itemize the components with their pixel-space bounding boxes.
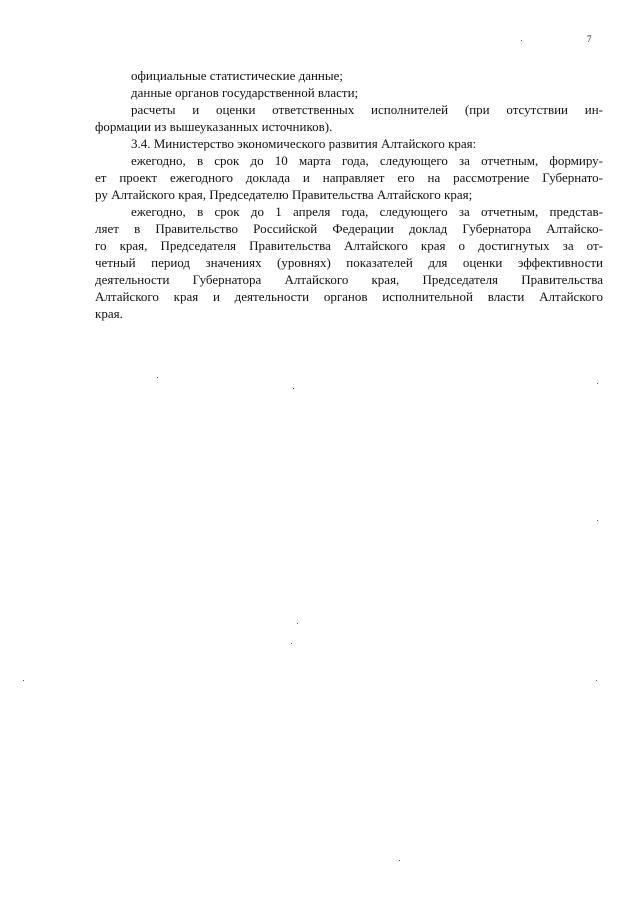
scan-speck	[157, 377, 158, 378]
scan-speck	[297, 623, 298, 624]
text-line: Алтайского края и деятельности органов исполнительной власти Алтайского	[95, 289, 603, 304]
text-line: официальные статистические данные;	[131, 68, 344, 83]
text-line: расчеты и оценки ответственных исполнителей (при отсутствии ин-	[131, 102, 603, 117]
scan-speck	[597, 383, 598, 384]
text-line: ет проект ежегодного доклада и направляет его на рассмотрение Губернато-	[95, 170, 603, 185]
scan-speck	[399, 860, 400, 861]
text-line: деятельности Губернатора Алтайского края, Председателя Правительства	[95, 272, 603, 287]
text-line: четный период значениях (уровнях) показателей для оценки эффективности	[95, 255, 603, 270]
text-line: ру Алтайского края, Председателю Правительства Алтайского края;	[95, 187, 473, 202]
scan-speck	[293, 388, 294, 389]
scan-speck	[597, 520, 598, 521]
text-line: 3.4. Министерство экономического развития Алтайского края:	[131, 136, 477, 151]
scan-speck	[291, 643, 292, 644]
scan-speck	[596, 680, 597, 681]
scan-speck	[521, 40, 522, 41]
page-number: 7	[587, 34, 592, 44]
text-line: ляет в Правительство Российской Федерации доклад Губернатора Алтайско-	[95, 221, 603, 236]
text-line: формации из вышеуказанных источников).	[95, 119, 333, 134]
text-line: го края, Председателя Правительства Алтайского края о достигнутых за от-	[95, 238, 603, 253]
scan-speck	[23, 680, 24, 681]
text-line: данные органов государственной власти;	[131, 85, 359, 100]
text-line: ежегодно, в срок до 10 марта года, следующего за отчетным, формиру-	[131, 153, 603, 168]
text-line: ежегодно, в срок до 1 апреля года, следующего за отчетным, представ-	[131, 204, 603, 219]
text-line: края.	[95, 306, 123, 321]
